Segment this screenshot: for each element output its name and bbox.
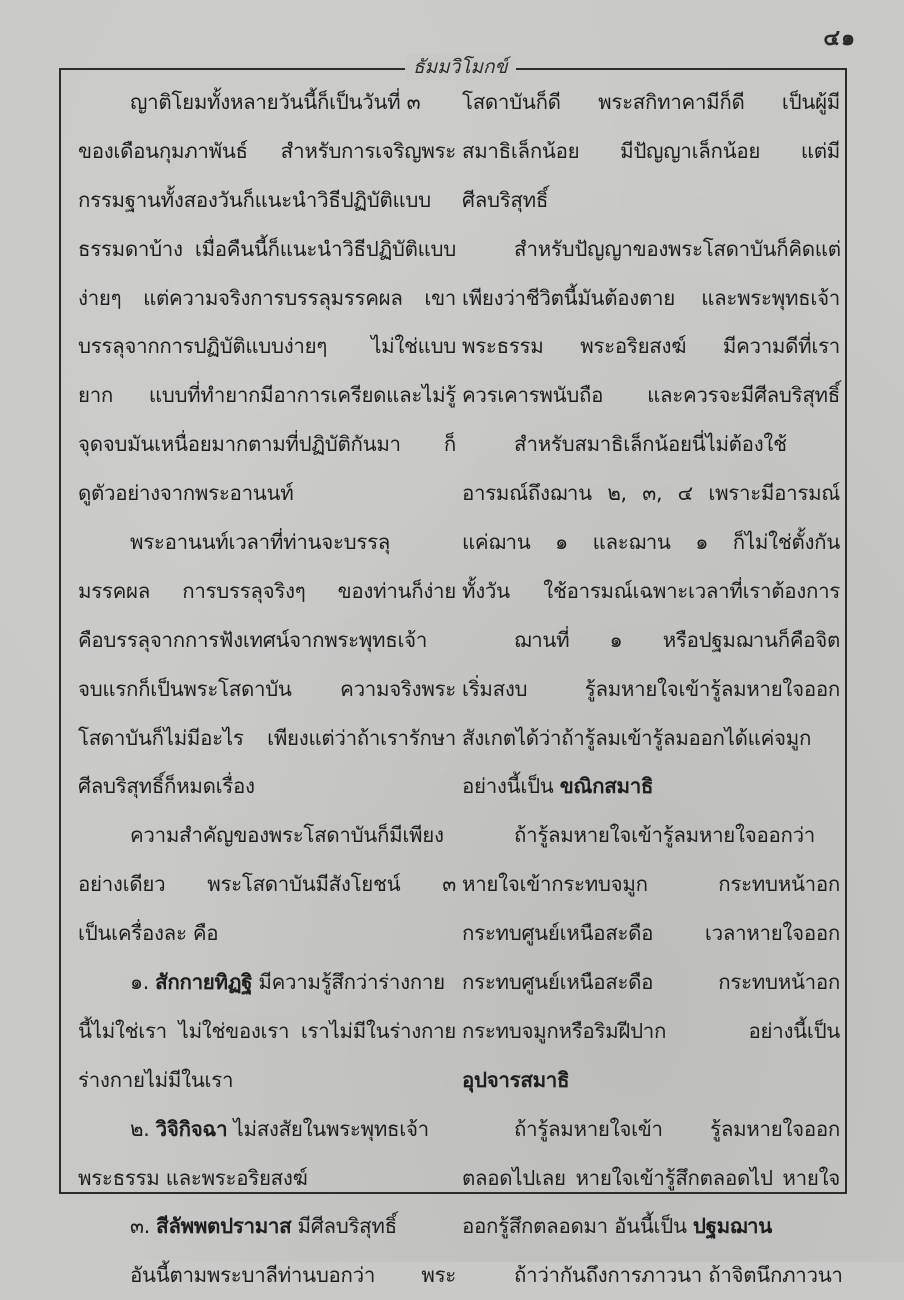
text-line: กระทบจมูกหรือริมฝีปาก อย่างนี้เป็น xyxy=(462,1018,840,1043)
text-line: ตลอดไปเลย หายใจเข้ารู้สึกตลอดไป หายใจ xyxy=(462,1165,840,1190)
text-line: กระทบศูนย์เหนือสะดือ เวลาหายใจออก xyxy=(462,921,840,946)
page-number: ๔๑ xyxy=(823,26,856,51)
text-line: กรรมฐานทั้งสองวันก็แนะนำวิธีปฏิบัติแบบ xyxy=(78,187,431,212)
text-line-khanika xyxy=(462,762,840,811)
text-line: หายใจเข้ากระทบจมูก กระทบหน้าอก xyxy=(462,872,840,897)
text-line: ถ้ารู้ลมหายใจเข้า รู้ลมหายใจออก xyxy=(514,1116,840,1141)
right-column xyxy=(462,78,843,1300)
text-line: มรรคผล การบรรลุจริงๆ ของท่านก็ง่าย xyxy=(78,578,456,603)
text-line: นี้ไม่ใช่เรา ไม่ใช่ของเรา เราไม่มีในร่างกาย xyxy=(78,1018,456,1043)
text-line: บรรลุจากการปฏิบัติแบบง่ายๆ ไม่ใช่แบบ xyxy=(78,334,456,359)
list-number: ๒. xyxy=(130,1116,150,1141)
text-line: สำหรับปัญญาของพระโสดาบันก็คิดแต่ xyxy=(514,236,841,261)
term-silabbataparamasa: สีลัพพตปรามาส xyxy=(156,1214,292,1239)
running-header: ธัมมวิโมกข์ xyxy=(405,54,516,80)
text-line: สำหรับสมาธิเล็กน้อยนี่ไม่ต้องใช้ xyxy=(514,432,787,457)
list-item-vicikiccha xyxy=(78,1105,456,1154)
text-line: ศีลบริสุทธิ์ก็หมดเรื่อง xyxy=(78,774,255,799)
text-line: ของเดือนกุมภาพันธ์ สำหรับการเจริญพระ xyxy=(78,138,456,163)
term-vicikiccha: วิจิกิจฉา xyxy=(155,1116,228,1141)
text-line: ควรเคารพนับถือ และควรจะมีศีลบริสุทธิ์ xyxy=(462,383,840,408)
list-item-sakkaya xyxy=(78,958,456,1007)
list-number: ๑. xyxy=(130,970,149,995)
term-pathamajhana: ปฐมฌาน xyxy=(692,1214,772,1239)
term-khanikasamadhi: ขณิกสมาธิ xyxy=(559,774,654,799)
text-line: สังเกตได้ว่าถ้ารู้ลมเข้ารู้ลมออกได้แค่จมูก xyxy=(462,725,812,750)
text-line: อันนี้ตามพระบาลีท่านบอกว่า พระ xyxy=(130,1263,456,1288)
text-line: อย่างเดียว พระโสดาบันมีสังโยชน์ ๓ xyxy=(78,872,456,897)
text-line: ทั้งวัน ใช้อารมณ์เฉพาะเวลาที่เราต้องการ xyxy=(462,578,840,603)
text-line: กระทบศูนย์เหนือสะดือ กระทบหน้าอก xyxy=(462,970,840,995)
text-line: ดูตัวอย่างจากพระอานนท์ xyxy=(78,481,294,506)
text-line: ธรรมดาบ้าง เมื่อคืนนี้ก็แนะนำวิธีปฏิบัติแบบ xyxy=(78,236,456,261)
list-number: ๓. xyxy=(130,1214,150,1239)
text-line: เพียงว่าชีวิตนี้มันต้องตาย และพระพุทธเจ้า xyxy=(462,285,840,310)
text-line: ถ้าว่ากันถึงการภาวนา ถ้าจิตนึกภาวนา xyxy=(514,1263,843,1288)
term-description: ไม่สงสัยในพระพุทธเจ้า xyxy=(227,1116,429,1141)
text-line: ศีลบริสุทธิ์ xyxy=(462,187,549,212)
text-line: คือบรรลุจากการฟังเทศน์จากพระพุทธเจ้า xyxy=(78,627,428,652)
text-line: แค่ฌาน ๑ และฌาน ๑ ก็ไม่ใช่ตั้งกัน xyxy=(462,530,840,555)
term-sakkayaditthi: สักกายทิฏฐิ xyxy=(155,970,253,995)
text-line: สมาธิเล็กน้อย มีปัญญาเล็กน้อย แต่มี xyxy=(462,138,840,163)
term-upacarasamadhi: อุปจารสมาธิ xyxy=(462,1067,570,1092)
text-line: ความสำคัญของพระโสดาบันก็มีเพียง xyxy=(130,823,444,848)
text-line: เริ่มสงบ รู้ลมหายใจเข้ารู้ลมหายใจออก xyxy=(462,676,840,701)
term-description: มีความรู้สึกว่าร่างกาย xyxy=(252,970,445,995)
text-line-pathama xyxy=(462,1202,840,1251)
text-line: ฌานที่ ๑ หรือปฐมฌานก็คือจิต xyxy=(514,627,840,652)
term-description: มีศีลบริสุทธิ์ xyxy=(291,1214,397,1239)
text-line: พระธรรม และพระอริยสงฆ์ xyxy=(78,1165,308,1190)
left-column xyxy=(78,78,456,1300)
text-line: เป็นเครื่องละ คือ xyxy=(78,921,219,946)
list-item-silabbata xyxy=(78,1202,456,1251)
text-line: อารมณ์ถึงฌาน ๒, ๓, ๔ เพราะมีอารมณ์ xyxy=(462,481,840,506)
text-line: ยาก แบบที่ทำยากมีอาการเครียดและไม่รู้ xyxy=(78,383,456,408)
text-line: ร่างกายไม่มีในเรา xyxy=(78,1067,234,1092)
text-line: จุดจบมันเหนื่อยมากตามที่ปฏิบัติกันมา ก็ xyxy=(78,432,456,457)
text-line: จบแรกก็เป็นพระโสดาบัน ความจริงพระ xyxy=(78,676,456,701)
text-line: ง่ายๆ แต่ความจริงการบรรลุมรรคผล เขา xyxy=(78,285,456,310)
text-line: ถ้ารู้ลมหายใจเข้ารู้ลมหายใจออกว่า xyxy=(514,823,816,848)
text-line: โสดาบันก็ไม่มีอะไร เพียงแต่ว่าถ้าเรารักษา xyxy=(78,725,456,750)
text-fragment: ออกรู้สึกตลอดมา อันนี้เป็น xyxy=(462,1214,693,1239)
text-line: พระธรรม พระอริยสงฆ์ มีความดีที่เรา xyxy=(462,334,840,359)
text-line: ญาติโยมทั้งหลายวันนี้ก็เป็นวันที่ ๓ xyxy=(130,90,421,114)
text-line: โสดาบันก็ดี พระสกิทาคามีก็ดี เป็นผู้มี xyxy=(462,90,840,114)
text-fragment: อย่างนี้เป็น xyxy=(462,774,560,799)
text-line: พระอานนท์เวลาที่ท่านจะบรรลุ xyxy=(130,530,391,555)
